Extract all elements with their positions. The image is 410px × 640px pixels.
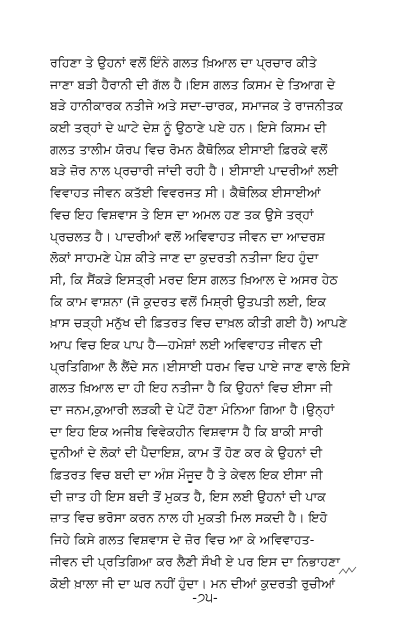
- text-line: ਬੜੇ ਹਾਨੀਕਾਰਕ ਨਤੀਜੇ ਅਤੇ ਸਦਾ-ਚਾਰਕ, ਸਮਾਜਕ ਤੇ ਰਾਜਨੀਤਕ: [50, 98, 343, 114]
- text-line: ਰਹਿਣਾ ਤੇ ਉਹਨਾਂ ਵਲੋਂ ਇੰਨੇ ਗਲਤ ਖ਼ਿਆਲ ਦਾ ਪ੍ਰਚਾਰ ਕੀਤੇ: [50, 55, 317, 70]
- text-line: ਫ਼ਿਤਰਤ ਵਿਚ ਬਦੀ ਦਾ ਅੰਸ਼ ਮੌਜੂਦ ਹੈ ਤੇ ਕੇਵਲ ਇਕ ਈਸਾ ਜੀ: [50, 467, 323, 483]
- text-line: ਆਪ ਵਿਚ ਇਕ ਪਾਪ ਹੈ—ਹਮੇਸ਼ਾਂ ਲਈ ਅਵਿਵਾਹਤ ਜੀਵਨ ਦੀ: [50, 336, 323, 352]
- text-line: ਕੋਈ ਖ਼ਾਲਾ ਜੀ ਦਾ ਘਰ ਨਹੀਂ ਹੁੰਦਾ। ਮਨ ਦੀਆਂ ਕੁਦਰਤੀ ਰੁਚੀਆਂ: [50, 575, 336, 591]
- text-line: ਪ੍ਰਚਲਤ ਹੈ। ਪਾਦਰੀਆਂ ਵਲੋਂ ਅਵਿਵਾਹਤ ਜੀਵਨ ਦਾ ਆਦਰਸ਼: [50, 228, 326, 244]
- text-line: ਪ੍ਰਤਿਗਿਆ ਲੈ ਲੈਂਦੇ ਸਨ।ਈਸਾਈ ਧਰਮ ਵਿਚ ਪਾਏ ਜਾਣ ਵਾਲੇ ਇਸੇ: [50, 358, 350, 374]
- text-line: ਜਿਹੇ ਕਿਸੇ ਗਲਤ ਵਿਸ਼ਵਾਸ ਦੇ ਜ਼ੋਰ ਵਿਚ ਆ ਕੇ ਅਵਿਵਾਹਤ-: [50, 532, 315, 548]
- text-line: ਜਾਣਾ ਬੜੀ ਹੈਰਾਨੀ ਦੀ ਗੱਲ ਹੈ।ਇਸ ਗਲਤ ਕਿਸਮ ਦੇ ਤਿਆਗ ਦੇ: [50, 76, 336, 92]
- text-line: ਗਲਤ ਤਾਲੀਮ ਯੋਰਪ ਵਿਚ ਰੋਮਨ ਕੈਥੋਲਿਕ ਈਸਾਈ ਫ਼ਿਰਕੇ ਵਲੋਂ: [50, 141, 328, 157]
- text-line: ਵਿਚ ਇਹ ਵਿਸ਼ਵਾਸ ਤੇ ਇਸ ਦਾ ਅਮਲ ਹਣ ਤਕ ਉਸੇ ਤਰ੍ਹਾਂ: [50, 206, 314, 222]
- stray-ink-mark: [337, 565, 359, 577]
- text-line: ਕਿ ਕਾਮ ਵਾਸ਼ਨਾ (ਜੋ ਕੁਦਰਤ ਵਲੋਂ ਮਿਸ਼੍ਰੀ ਉਤਪਤੀ ਲਈ, ਇਕ: [50, 293, 327, 309]
- text-line: ਦੀ ਜ਼ਾਤ ਹੀ ਇਸ ਬਦੀ ਤੋਂ ਮੁਕਤ ਹੈ, ਇਸ ਲਈ ਉਹਨਾਂ ਦੀ ਪਾਕ: [50, 488, 326, 504]
- text-line: ਜੀਵਨ ਦੀ ਪ੍ਰਤਿਗਿਆ ਕਰ ਲੈਣੀ ਸੌਖੀ ਏ ਪਰ ਇਸ ਦਾ ਨਿਭਾਹਣਾ: [50, 553, 340, 569]
- text-line: ਬੜੇ ਜ਼ੋਰ ਨਾਲ ਪ੍ਰਚਾਰੀ ਜਾਂਦੀ ਰਹੀ ਹੈ। ਈਸਾਈ ਪਾਦਰੀਆਂ ਲਈ: [50, 163, 339, 179]
- page-number: -੭੫-: [192, 591, 218, 606]
- text-line: ਗਲਤ ਖ਼ਿਆਲ ਦਾ ਹੀ ਇਹ ਨਤੀਜਾ ਹੈ ਕਿ ਉਹਨਾਂ ਵਿਚ ਈਸਾ ਜੀ: [50, 380, 333, 396]
- text-line: ਕਈ ਤਰ੍ਹਾਂ ਦੇ ਘਾਟੇ ਦੇਸ਼ ਨੂੰ ਉਠਾਣੇ ਪਏ ਹਨ। ਇਸੇ ਕਿਸਮ ਦੀ: [50, 120, 327, 136]
- text-line: ਦਾ ਜਨਮ,ਕੁਆਰੀ ਲੜਕੀ ਦੇ ਪੇਟੋਂ ਹੋਣਾ ਮੰਨਿਆ ਗਿਆ ਹੈ।ਉਨ੍ਹਾਂ: [50, 402, 335, 417]
- text-line: ਦਾ ਇਹ ਇਕ ਅਜੀਬ ਵਿਵੇਕਹੀਨ ਵਿਸ਼ਵਾਸ ਹੈ ਕਿ ਬਾਕੀ ਸਾਰੀ: [50, 423, 323, 439]
- text-line: ਲੋਕਾਂ ਸਾਹਮਣੇ ਪੇਸ਼ ਕੀਤੇ ਜਾਣ ਦਾ ਕੁਦਰਤੀ ਨਤੀਜਾ ਇਹ ਹੁੰਦਾ: [50, 250, 319, 266]
- body-text: [50, 52, 370, 594]
- text-line: ਵਿਵਾਹਤ ਜੀਵਨ ਕਤੱਈ ਵਿਵਰਜਤ ਸੀ। ਕੈਥੋਲਿਕ ਈਸਾਈਆਂ: [50, 185, 321, 201]
- text-line: ਖ਼ਾਸ ਚੜ੍ਹੀ ਮਨੁੱਖ ਦੀ ਫ਼ਿਤਰਤ ਵਿਚ ਦਾਖ਼ਲ ਕੀਤੀ ਗਈ ਹੈ) ਆਪਣੇ: [50, 315, 348, 331]
- text-line: ਦੁਨੀਆਂ ਦੇ ਲੋਕਾਂ ਦੀ ਪੈਦਾਇਸ਼, ਕਾਮ ਤੋਂ ਹੋਣ ਕਰ ਕੇ ਉਹਨਾਂ ਦੀ: [50, 445, 323, 461]
- text-line: ਜ਼ਾਤ ਵਿਚ ਭਰੋਸਾ ਕਰਨ ਨਾਲ ਹੀ ਮੁਕਤੀ ਮਿਲ ਸਕਦੀ ਹੈ। ਇਹੋ: [50, 510, 328, 526]
- text-line: ਸੀ, ਕਿ ਸੈਂਕੜੇ ਇਸਤ੍ਰੀ ਮਰਦ ਇਸ ਗਲਤ ਖ਼ਿਆਲ ਦੇ ਅਸਰ ਹੇਠ: [50, 271, 338, 287]
